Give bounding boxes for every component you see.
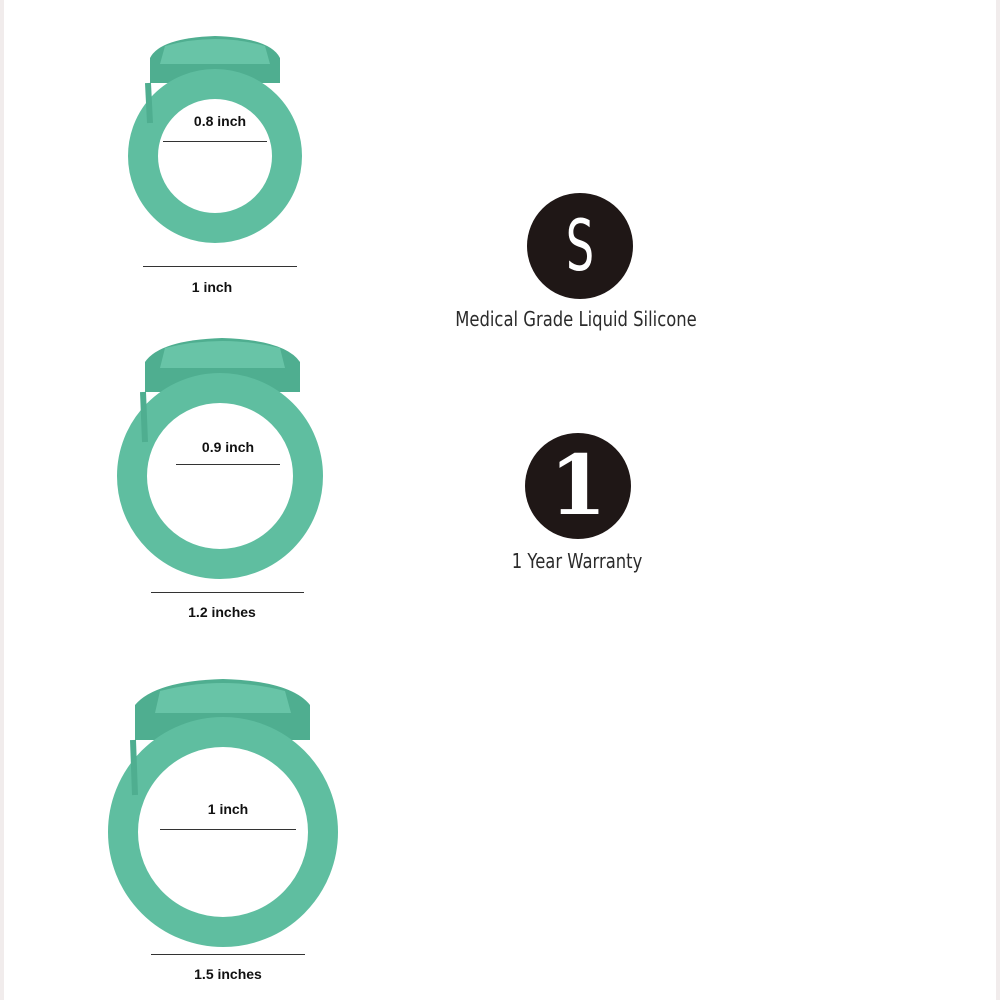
right-border	[996, 0, 1000, 1000]
ring-medium-inner-line	[176, 464, 280, 465]
ring-small-outer-size: 1 inch	[191, 279, 233, 295]
ring-large-inner-line	[160, 829, 296, 830]
ring-large-outer-size: 1.5 inches	[194, 966, 262, 982]
silicone-caption: Medical Grade Liquid Silicone	[455, 307, 697, 331]
ring-medium-inner-size: 0.9 inch	[201, 439, 255, 455]
one-year-icon	[525, 433, 631, 539]
ring-medium-outer-size: 1.2 inches	[188, 604, 256, 620]
ring-small-inner-size: 0.8 inch	[193, 113, 247, 129]
silicone-s-glyph: S	[565, 205, 595, 287]
silicone-s-icon	[527, 193, 633, 299]
ring-small-image	[120, 28, 310, 233]
ring-large-outer-line	[151, 954, 305, 955]
ring-medium-outer-line	[151, 592, 304, 593]
ring-small-inner-line	[163, 141, 267, 142]
one-year-glyph: 1	[549, 438, 607, 534]
ring-small	[120, 28, 310, 233]
ring-small-outer-line	[143, 266, 297, 267]
warranty-caption: 1 Year Warranty	[511, 549, 643, 573]
left-border	[0, 0, 4, 1000]
ring-large-inner-size: 1 inch	[207, 801, 249, 817]
